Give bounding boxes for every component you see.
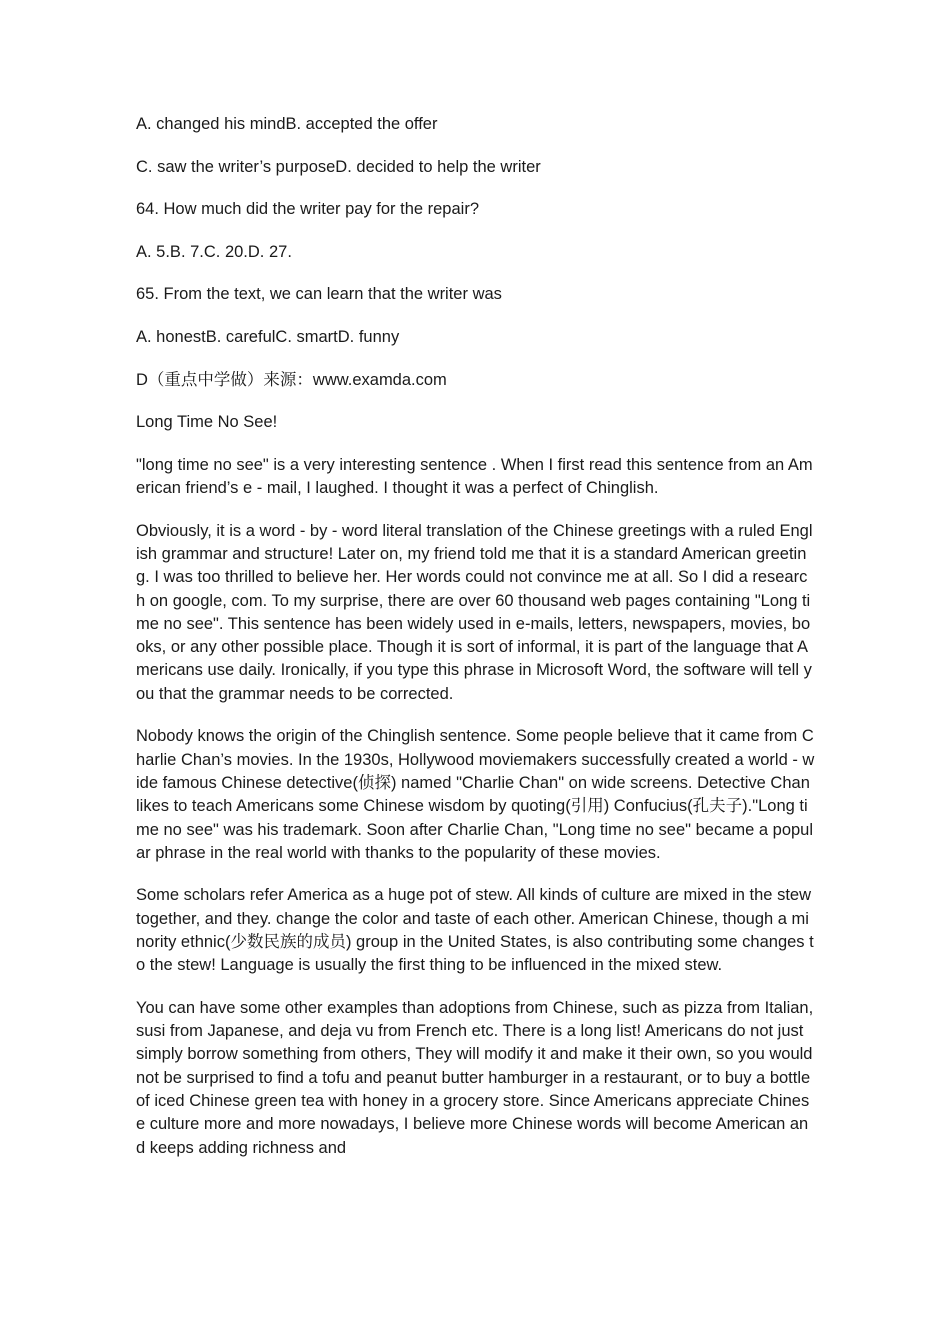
passage-title: Long Time No See! [136,413,278,432]
q63-options-ab: A. changed his mindB. accepted the offer [136,115,438,133]
passage-paragraph-3: Nobody knows the origin of the Chinglish sentence. Some people believe that it came from Charlie Chan’s movies. In the 1930s, Hollywood moviemakers successfully created a world - wide famous Chinese detective(侦探) named "Charlie Chan" on wide screens. Detective Chan likes to teach Americans some Chinese wisdom by quoting(引用) Confucius(孔夫子)."Long time no see" was his trademark. Soon after Charlie Chan, "Long time no see" became a popular phrase in the real world with thanks to the popularity of these movies. [136,727,815,862]
q63-options-cd: C. saw the writer’s purposeD. decided to help the writer [136,157,541,176]
document-page [136,113,816,1179]
passage-paragraph-5: You can have some other examples than adoptions from Chinese, such as pizza from Italian, susi from Japanese, and deja vu from French etc. There is a long list! Americans do not just simply borrow something from others, They will modify it and make it their own, so you would not be surprised to find a tofu and peanut butter hamburger in a restaurant, or to buy a bottle of iced Chinese green tea with honey in a grocery store. Since Americans appreciate Chinese culture more and more nowadays, I believe more Chinese words will become American and keeps adding richness and [136,998,814,1157]
q64-options: A. 5.B. 7.C. 20.D. 27. [136,242,292,261]
q65-question: 65. From the text, we can learn that the writer was [136,285,502,304]
passage-paragraph-2: Obviously, it is a word - by - word literal translation of the Chinese greetings with a ruled English grammar and structure! Later on, my friend told me that it is a standard American greeting. I was too thrilled to believe her. Her words could not convince me at all. So I did a research on google, com. To my surprise, there are over 60 thousand web pages containing "Long time no see". This sentence has been widely used in e-mails, letters, newspapers, movies, books, or any other possible place. Though it is sort of informal, it is part of the language that Americans use daily. Ironically, if you type this phrase in Microsoft Word, the software will tell you that the grammar needs to be corrected. [136,521,813,703]
passage-paragraph-4: Some scholars refer America as a huge pot of stew. All kinds of culture are mixed in the stew together, and they. change the color and taste of each other. American Chinese, though a minority ethnic(少数民族的成员) group in the United States, is also contributing some changes to the stew! Language is usually the first thing to be influenced in the mixed stew. [136,886,814,975]
q65-options: A. honestB. carefulC. smartD. funny [136,327,400,346]
q64-question: 64. How much did the writer pay for the repair? [136,200,479,219]
section-d-header: D（重点中学做）来源：www.examda.com [136,370,447,389]
passage-paragraph-1: "long time no see" is a very interesting sentence . When I first read this sentence from an American friend’s e - mail, I laughed. I thought it was a perfect of Chinglish. [136,455,813,498]
